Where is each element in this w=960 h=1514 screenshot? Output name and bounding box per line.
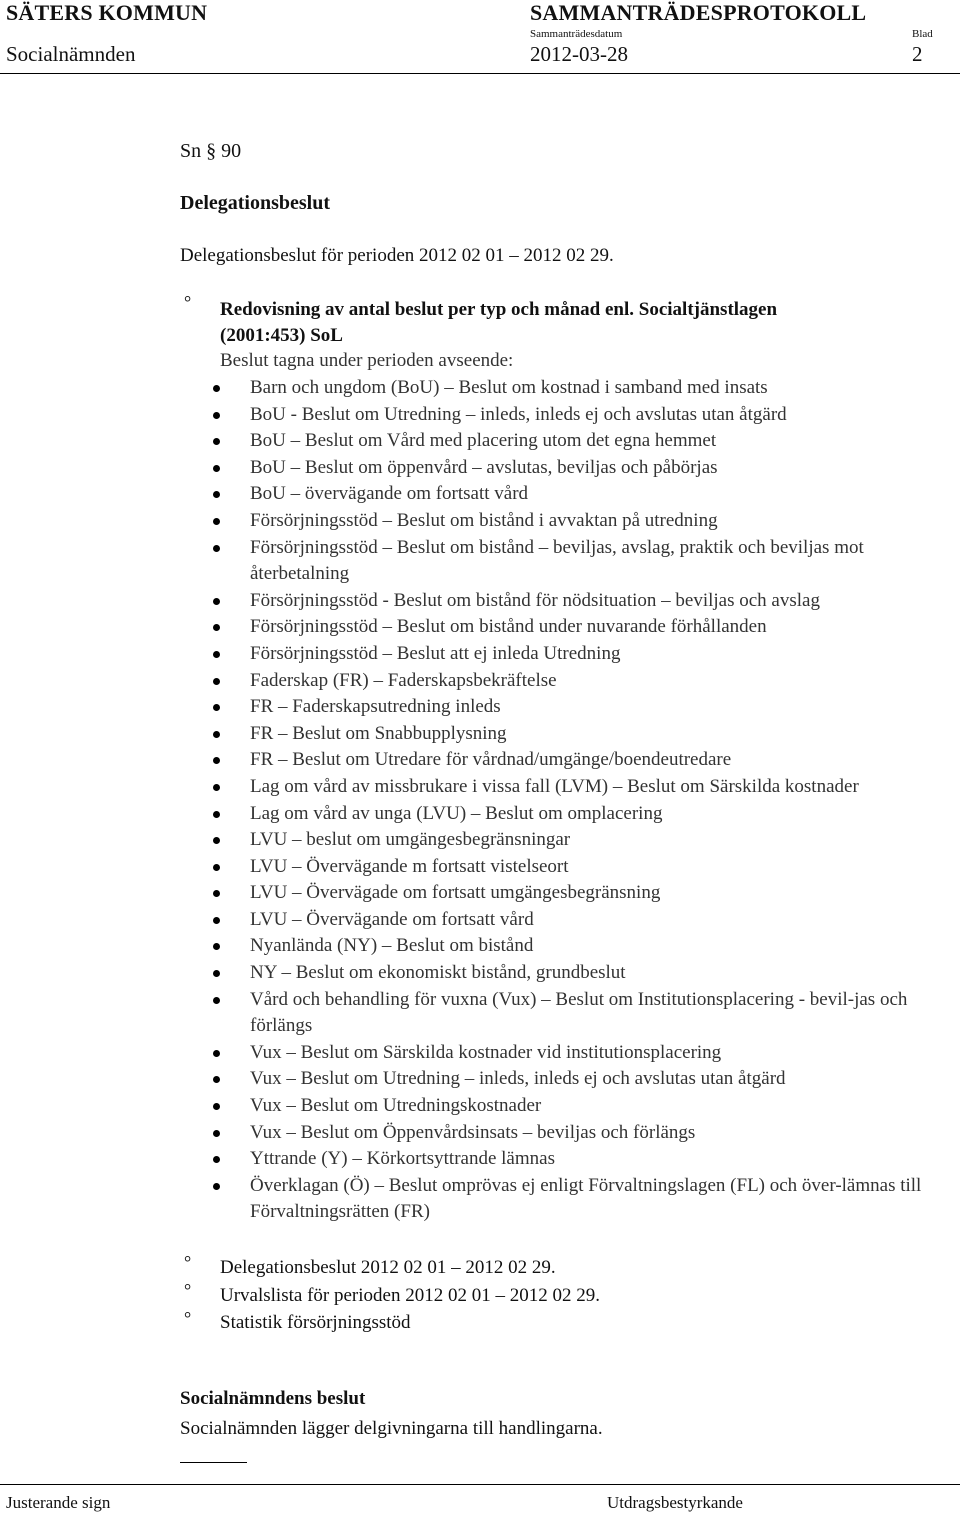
list-item: LVU – Övervägande om fortsatt vård: [210, 907, 955, 934]
bullet-icon: [213, 465, 220, 472]
bullet-icon: [213, 837, 220, 844]
bullet-icon: [213, 491, 220, 498]
list-item: BoU – Beslut om Vård med placering utom det egna hemmet: [210, 428, 955, 455]
degree-bullet-icon: °: [184, 1308, 192, 1328]
list-item: Överklagan (Ö) – Beslut omprövas ej enligt Förvaltningslagen (FL) och över-lämnas till Förvaltningsrätten (FR): [210, 1173, 955, 1226]
page-label: Blad: [912, 28, 933, 40]
list-item: BoU - Beslut om Utredning – inleds, inleds ej och avslutas utan åtgärd: [210, 402, 955, 429]
list-item: Lag om vård av unga (LVU) – Beslut om omplacering: [210, 801, 955, 828]
bullet-icon: [213, 864, 220, 871]
list-item: Vux – Beslut om Öppenvårdsinsats – beviljas och förlängs: [210, 1120, 955, 1147]
list-item: Yttrande (Y) – Körkortsyttrande lämnas: [210, 1146, 955, 1173]
list-item: LVU – Övervägande m fortsatt vistelseort: [210, 854, 955, 881]
bullet-icon: [213, 1076, 220, 1083]
degree-bullet-icon: °: [184, 1280, 192, 1300]
section-title: Delegationsbeslut: [180, 192, 330, 214]
list-item: Vux – Beslut om Utredningskostnader: [210, 1093, 955, 1120]
list-item: FR – Faderskapsutredning inleds: [210, 694, 955, 721]
list-item: Försörjningsstöd – Beslut om bistånd i avvaktan på utredning: [210, 508, 955, 535]
bullet-icon: [213, 970, 220, 977]
bullet-icon: [213, 1050, 220, 1057]
list-item: Försörjningsstöd – Beslut om bistånd – beviljas, avslag, praktik och beviljas mot återbetalning: [210, 535, 955, 588]
header-rule: [0, 73, 960, 74]
footer-rule: [0, 1484, 960, 1485]
doc-type: SAMMANTRÄDESPROTOKOLL: [530, 0, 867, 25]
bullet-icon: [213, 624, 220, 631]
bullet-icon: [213, 438, 220, 445]
committee-name: Socialnämnden: [6, 42, 136, 66]
list-item: Vux – Beslut om Särskilda kostnader vid institutionsplacering: [210, 1040, 955, 1067]
decision-type-list: [210, 375, 955, 1226]
list-item: Nyanlända (NY) – Beslut om bistånd: [210, 933, 955, 960]
list-item: NY – Beslut om ekonomiskt bistånd, grundbeslut: [210, 960, 955, 987]
page-number: 2: [912, 42, 923, 66]
list-item: FR – Beslut om Snabbupplysning: [210, 721, 955, 748]
period-text: Delegationsbeslut för perioden 2012 02 01 – 2012 02 29.: [180, 245, 614, 266]
bullet-icon: [213, 651, 220, 658]
bullet-icon: [213, 704, 220, 711]
bullet-icon: [213, 1103, 220, 1110]
bullet-icon: [213, 1156, 220, 1163]
list-item: LVU – Övervägade om fortsatt umgängesbegränsning: [210, 880, 955, 907]
list-item: Vux – Beslut om Utredning – inleds, inleds ej och avslutas utan åtgärd: [210, 1066, 955, 1093]
bullet-icon: [213, 890, 220, 897]
bullet-icon: [213, 997, 220, 1004]
bullet-icon: [213, 412, 220, 419]
bullet-icon: [213, 385, 220, 392]
list-item: Försörjningsstöd – Beslut om bistånd under nuvarande förhållanden: [210, 614, 955, 641]
bullet-icon: [213, 1183, 220, 1190]
list-item: Barn och ungdom (BoU) – Beslut om kostnad i samband med insats: [210, 375, 955, 402]
bullet-icon: [213, 757, 220, 764]
intro-text: Beslut tagna under perioden avseende:: [220, 350, 514, 371]
list-item: Försörjningsstöd – Beslut att ej inleda Utredning: [210, 641, 955, 668]
bullet-icon: [213, 545, 220, 552]
bullet-icon: [213, 518, 220, 525]
degree-bullet-icon: °: [184, 292, 192, 312]
end-rule: [180, 1462, 247, 1463]
meeting-date: 2012-03-28: [530, 42, 628, 66]
bullet-icon: [213, 917, 220, 924]
org-name: SÄTERS KOMMUN: [6, 0, 208, 25]
bullet-icon: [213, 943, 220, 950]
bullet-icon: [213, 598, 220, 605]
list-item: Faderskap (FR) – Faderskapsbekräftelse: [210, 668, 955, 695]
attachment-item: Urvalslista för perioden 2012 02 01 – 2012 02 29.: [220, 1285, 600, 1306]
list-item: Vård och behandling för vuxna (Vux) – Beslut om Institutionsplacering - bevil-jas och förlängs: [210, 987, 955, 1040]
bullet-icon: [213, 731, 220, 738]
list-item: FR – Beslut om Utredare för vårdnad/umgänge/boendeutredare: [210, 747, 955, 774]
date-label: Sammanträdesdatum: [530, 28, 623, 40]
bullet-icon: [213, 1130, 220, 1137]
paragraph-ref: Sn § 90: [180, 140, 242, 162]
list-item: BoU – Beslut om öppenvård – avslutas, beviljas och påbörjas: [210, 455, 955, 482]
footer-left: Justerande sign: [6, 1493, 111, 1512]
bullet-icon: [213, 678, 220, 685]
footer-right: Utdragsbestyrkande: [607, 1493, 743, 1512]
bullet-icon: [213, 811, 220, 818]
attachment-item: Delegationsbeslut 2012 02 01 – 2012 02 29.: [220, 1257, 556, 1278]
list-item: LVU – beslut om umgängesbegränsningar: [210, 827, 955, 854]
list-item: BoU – övervägande om fortsatt vård: [210, 481, 955, 508]
degree-bullet-icon: °: [184, 1252, 192, 1272]
list-item: Försörjningsstöd - Beslut om bistånd för nödsituation – beviljas och avslag: [210, 588, 955, 615]
subheading-line2: (2001:453) SoL: [220, 325, 343, 346]
bullet-icon: [213, 784, 220, 791]
decision-text: Socialnämnden lägger delgivningarna till handlingarna.: [180, 1418, 603, 1439]
list-item: Lag om vård av missbrukare i vissa fall (LVM) – Beslut om Särskilda kostnader: [210, 774, 955, 801]
attachment-item: Statistik försörjningsstöd: [220, 1312, 411, 1333]
decision-heading: Socialnämndens beslut: [180, 1388, 366, 1409]
subheading-line1: Redovisning av antal beslut per typ och månad enl. Socialtjänstlagen: [220, 299, 778, 320]
